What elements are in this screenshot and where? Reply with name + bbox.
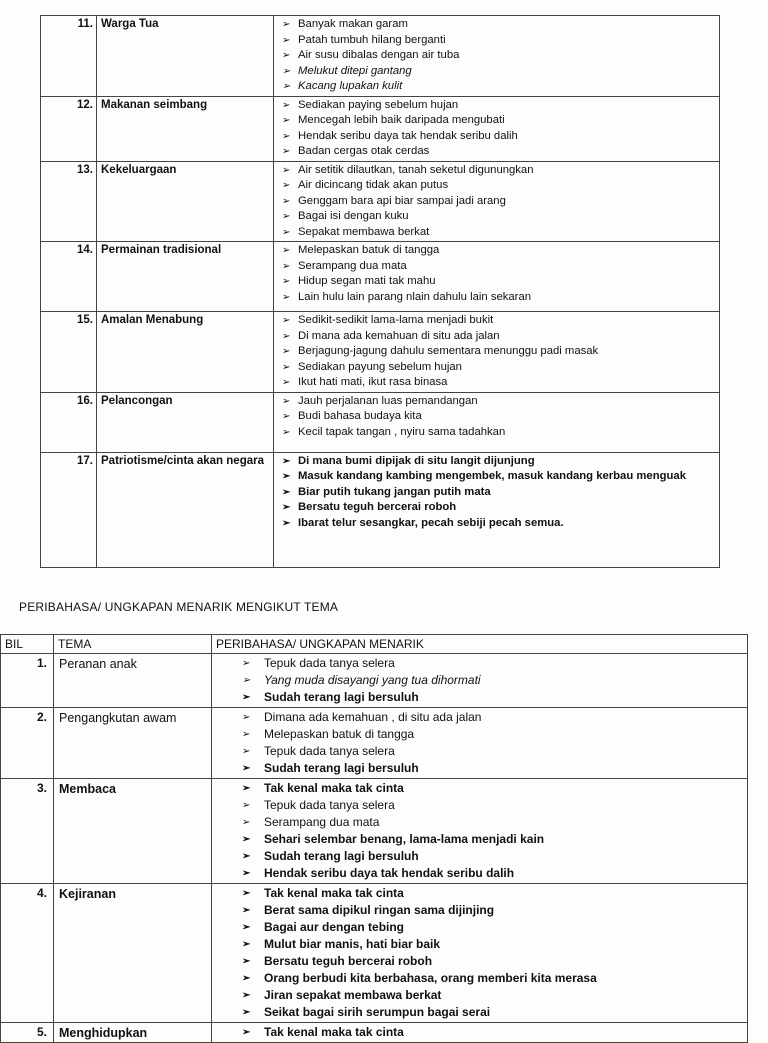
header-row [1, 635, 748, 654]
header-bil: BIL [1, 635, 54, 654]
table-row [41, 161, 720, 242]
proverb-list [274, 392, 720, 452]
table-row [41, 452, 720, 567]
proverb-item: ➢ Air setitik dilautkan, tanah seketul digunungkan [274, 163, 719, 179]
table-row [1, 1023, 748, 1043]
proverb-item: ➢ Sehari selembar benang, lama-lama menjadi kain [212, 831, 747, 848]
proverb-item: ➢ Melepaskan batuk di tangga [274, 243, 719, 259]
row-number: 2. [1, 708, 54, 779]
row-theme: Pengangkutan awam [54, 708, 212, 779]
proverb-item: ➢ Jauh perjalanan luas pemandangan [274, 394, 719, 410]
proverb-item: ➢ Tepuk dada tanya selera [212, 797, 747, 814]
proverb-item: ➢ Tepuk dada tanya selera [212, 743, 747, 760]
header-peribahasa: PERIBAHASA/ UNGKAPAN MENARIK [212, 635, 748, 654]
table-row [41, 96, 720, 161]
proverb-item: ➢ Serampang dua mata [212, 814, 747, 831]
row-number: 4. [1, 884, 54, 1023]
proverb-item: ➢ Ibarat telur sesangkar, pecah sebiji pecah semua. [274, 516, 719, 532]
proverb-list [274, 161, 720, 242]
row-theme: Peranan anak [54, 654, 212, 708]
proverb-item: ➢ Sedikit-sedikit lama-lama menjadi bukit [274, 313, 719, 329]
row-number: 17. [41, 452, 97, 567]
proverb-item: ➢ Tepuk dada tanya selera [212, 655, 747, 672]
proverb-item: ➢ Kacang lupakan kulit [274, 79, 719, 95]
row-theme: Pelancongan [97, 392, 274, 452]
proverb-list [212, 779, 748, 884]
proverb-item: ➢ Orang berbudi kita berbahasa, orang memberi kita merasa [212, 970, 747, 987]
proverb-list [212, 1023, 748, 1043]
row-theme: Menghidupkan [54, 1023, 212, 1043]
row-theme: Amalan Menabung [97, 312, 274, 393]
proverb-list [274, 96, 720, 161]
proverb-item: ➢ Budi bahasa budaya kita [274, 409, 719, 425]
proverb-list [274, 312, 720, 393]
proverb-item: ➢ Dimana ada kemahuan , di situ ada jalan [212, 709, 747, 726]
table-row [41, 16, 720, 97]
proverb-item: ➢ Bersatu teguh bercerai roboh [212, 953, 747, 970]
proverb-item: ➢ Bagai isi dengan kuku [274, 209, 719, 225]
proverb-item: ➢ Tak kenal maka tak cinta [212, 1024, 747, 1041]
proverb-item: ➢ Lain hulu lain parang nlain dahulu lain sekaran [274, 290, 719, 306]
proverb-item: ➢ Mencegah lebih baik daripada mengubati [274, 113, 719, 129]
proverb-item: ➢ Bersatu teguh bercerai roboh [274, 500, 719, 516]
proverb-list [212, 654, 748, 708]
proverb-list [212, 884, 748, 1023]
proverb-item: ➢ Air dicincang tidak akan putus [274, 178, 719, 194]
proverb-item: ➢ Bagai aur dengan tebing [212, 919, 747, 936]
proverb-item: ➢ Patah tumbuh hilang berganti [274, 33, 719, 49]
header-tema: TEMA [54, 635, 212, 654]
row-number: 15. [41, 312, 97, 393]
proverb-item: ➢ Di mana bumi dipijak di situ langit dijunjung [274, 454, 719, 470]
proverb-item: ➢ Hidup segan mati tak mahu [274, 274, 719, 290]
proverb-item: ➢ Yang muda disayangi yang tua dihormati [212, 672, 747, 689]
proverb-item: ➢ Tak kenal maka tak cinta [212, 885, 747, 902]
proverb-item: ➢ Sudah terang lagi bersuluh [212, 689, 747, 706]
row-number: 14. [41, 242, 97, 312]
proverb-item: ➢ Berat sama dipikul ringan sama dijinjing [212, 902, 747, 919]
proverb-item: ➢ Sediakan paying sebelum hujan [274, 98, 719, 114]
proverb-item: ➢ Sudah terang lagi bersuluh [212, 848, 747, 865]
proverb-item: ➢ Tak kenal maka tak cinta [212, 780, 747, 797]
proverb-item: ➢ Jiran sepakat membawa berkat [212, 987, 747, 1004]
proverb-list [274, 452, 720, 567]
table-row [1, 708, 748, 779]
row-theme: Kejiranan [54, 884, 212, 1023]
proverb-item: ➢ Air susu dibalas dengan air tuba [274, 48, 719, 64]
proverb-item: ➢ Melukut ditepi gantang [274, 64, 719, 80]
row-number: 13. [41, 161, 97, 242]
table-row [1, 884, 748, 1023]
table-row [1, 654, 748, 708]
proverb-item: ➢ Hendak seribu daya tak hendak seribu dalih [274, 129, 719, 145]
proverb-item: ➢ Berjagung-jagung dahulu sementara menunggu padi masak [274, 344, 719, 360]
row-theme: Warga Tua [97, 16, 274, 97]
row-theme: Patriotisme/cinta akan negara [97, 452, 274, 567]
proverb-item: ➢ Sepakat membawa berkat [274, 225, 719, 241]
row-number: 12. [41, 96, 97, 161]
proverb-item: ➢ Mulut biar manis, hati biar baik [212, 936, 747, 953]
row-theme: Kekeluargaan [97, 161, 274, 242]
proverb-item: ➢ Badan cergas otak cerdas [274, 144, 719, 160]
proverb-item: ➢ Masuk kandang kambing mengembek, masuk kandang kerbau menguak [274, 469, 719, 485]
proverb-list [274, 16, 720, 97]
proverb-item: ➢ Melepaskan batuk di tangga [212, 726, 747, 743]
row-number: 5. [1, 1023, 54, 1043]
table-row [1, 779, 748, 884]
row-theme: Permainan tradisional [97, 242, 274, 312]
proverb-list [274, 242, 720, 312]
proverb-item: ➢ Ikut hati mati, ikut rasa binasa [274, 375, 719, 391]
proverb-item: ➢ Di mana ada kemahuan di situ ada jalan [274, 329, 719, 345]
proverb-item: ➢ Hendak seribu daya tak hendak seribu dalih [212, 865, 747, 882]
row-number: 1. [1, 654, 54, 708]
bottom-proverb-table [0, 634, 748, 1043]
section-title: PERIBAHASA/ UNGKAPAN MENARIK MENGIKUT TEMA [19, 600, 339, 614]
proverb-list [212, 708, 748, 779]
proverb-item: ➢ Genggam bara api biar sampai jadi arang [274, 194, 719, 210]
table-row [41, 392, 720, 452]
row-number: 11. [41, 16, 97, 97]
row-number: 16. [41, 392, 97, 452]
top-proverb-table [40, 15, 720, 568]
table-row [41, 242, 720, 312]
table-row [41, 312, 720, 393]
proverb-item: ➢ Biar putih tukang jangan putih mata [274, 485, 719, 501]
row-theme: Makanan seimbang [97, 96, 274, 161]
proverb-item: ➢ Banyak makan garam [274, 17, 719, 33]
proverb-item: ➢ Sudah terang lagi bersuluh [212, 760, 747, 777]
row-number: 3. [1, 779, 54, 884]
proverb-item: ➢ Sediakan payung sebelum hujan [274, 360, 719, 376]
proverb-item: ➢ Seikat bagai sirih serumpun bagai serai [212, 1004, 747, 1021]
proverb-item: ➢ Serampang dua mata [274, 259, 719, 275]
row-theme: Membaca [54, 779, 212, 884]
proverb-item: ➢ Kecil tapak tangan , nyiru sama tadahkan [274, 425, 719, 441]
